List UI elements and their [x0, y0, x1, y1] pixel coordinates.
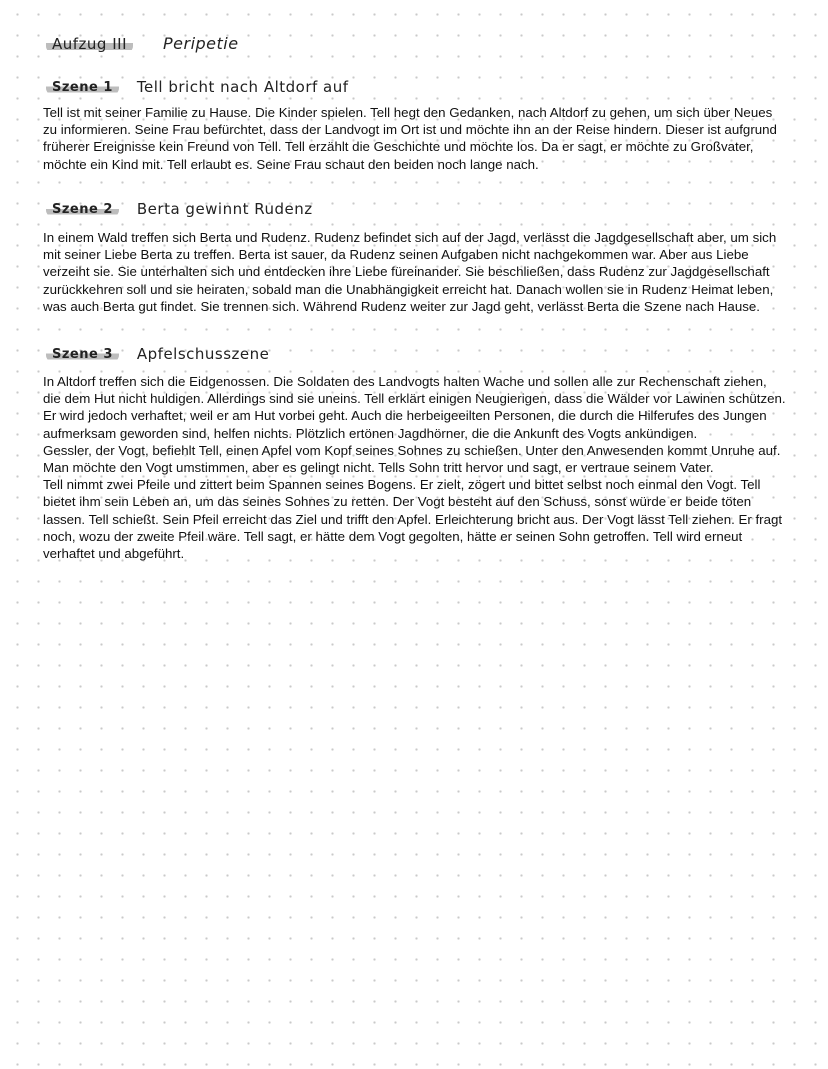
scene-3-text [43, 373, 788, 562]
scene-3-paragraph-2: Gessler, der Vogt, befiehlt Tell, einen Apfel vom Kopf seines Sohnes zu schießen. Unter den Anwesenden kommt Unruhe auf. Man möchte den Vogt umstimmen, aber es gelingt nicht. Tells Sohn tritt hervor und sagt, er vertraue seinem Vater. [43, 442, 781, 476]
scene-3-title: Apfelschusszene [136, 345, 270, 363]
act-title: Peripetie [163, 34, 239, 53]
scene-2-paragraph: In einem Wald treffen sich Berta und Rudenz. Rudenz befindet sich auf der Jagd, verlässt die Jagdgesellschaft aber, um sich mit seiner Liebe Berta zu treffen. Berta ist sauer, da Rudenz seinen Aufgaben nicht nachgekommen war. Aber aus Liebe verzeiht sie. Sie unterhalten sich und entdecken ihre Liebe füreinander. Sie beschließen, dass Rudenz zur Jagdgesellschaft zurückkehren soll und sie heiraten, sobald man die Unabhängigkeit erreicht hat. Danach wollen sie in Rudenz Heimat leben, was auch Berta gut findet. Sie trennen sich. Während Rudenz weiter zur Jagd geht, verlässt Berta die Szene nach Hause. [43, 230, 777, 314]
scene-2-label: Szene 2 [46, 202, 119, 217]
scene-2-title: Berta gewinnt Rudenz [136, 200, 313, 218]
act-label: Aufzug III [46, 35, 133, 53]
scene-1-paragraph: Tell ist mit seiner Familie zu Hause. Die Kinder spielen. Tell hegt den Gedanken, nach Altdorf zu gehen, um sich über Neues zu informieren. Seine Frau befürchtet, dass der Landvogt im Ort ist und möchte ihn an der Reise hindern. Dieser ist aufgrund früherer Ereignisse kein Freund von Tell. Tell erzählt die Geschichte und möchte los. Da er sagt, er möchte zu Großvater, möchte ein Kind mit. Tell erlaubt es. Seine Frau schaut den beiden noch lange nach. [43, 105, 777, 172]
scene-3-label: Szene 3 [46, 347, 119, 362]
scene-2-heading [46, 200, 313, 218]
scene-3-heading [46, 345, 269, 363]
scene-1-title: Tell bricht nach Altdorf auf [136, 78, 349, 96]
scene-1-label: Szene 1 [46, 80, 119, 95]
scene-1-heading [46, 78, 349, 96]
scene-2-text [43, 229, 788, 315]
scene-1-text [43, 104, 788, 173]
scene-3-paragraph-3: Tell nimmt zwei Pfeile und zittert beim Spannen seines Bogens. Er zielt, zögert und bittet selbst noch einmal den Vogt. Tell bietet ihm sein Leben an, um das seines Sohnes zu retten. Der Vogt besteht auf den Schuss, sonst würde er beide töten lassen. Tell schießt. Sein Pfeil erreicht das Ziel und trifft den Apfel. Erleichterung bricht aus. Der Vogt lässt Tell ziehen. Er fragt noch, wozu der zweite Pfeil wäre. Tell sagt, er hätte dem Vogt gegolten, hätte er seinen Sohn getroffen. Tell wird erneut verhaftet und abgeführt. [43, 477, 783, 562]
act-heading [46, 34, 239, 53]
scene-3-paragraph-1: In Altdorf treffen sich die Eidgenossen. Die Soldaten des Landvogts halten Wache und sollen alle zur Rechenschaft ziehen, die dem Hut nicht huldigen. Allerdings sind sie uneins. Tell erklärt einigen Neugierigen, dass die Wälder vor Lawinen schützen. Er wird jedoch verhaftet, weil er am Hut vorbei geht. Auch die herbeigeeilten Personen, die durch die Hilferufes des Jungen aufmerksam geworden sind, helfen nichts. Plötzlich ertönen Jagdhörner, die die Ankunft des Vogts ankündigen. [43, 374, 786, 441]
